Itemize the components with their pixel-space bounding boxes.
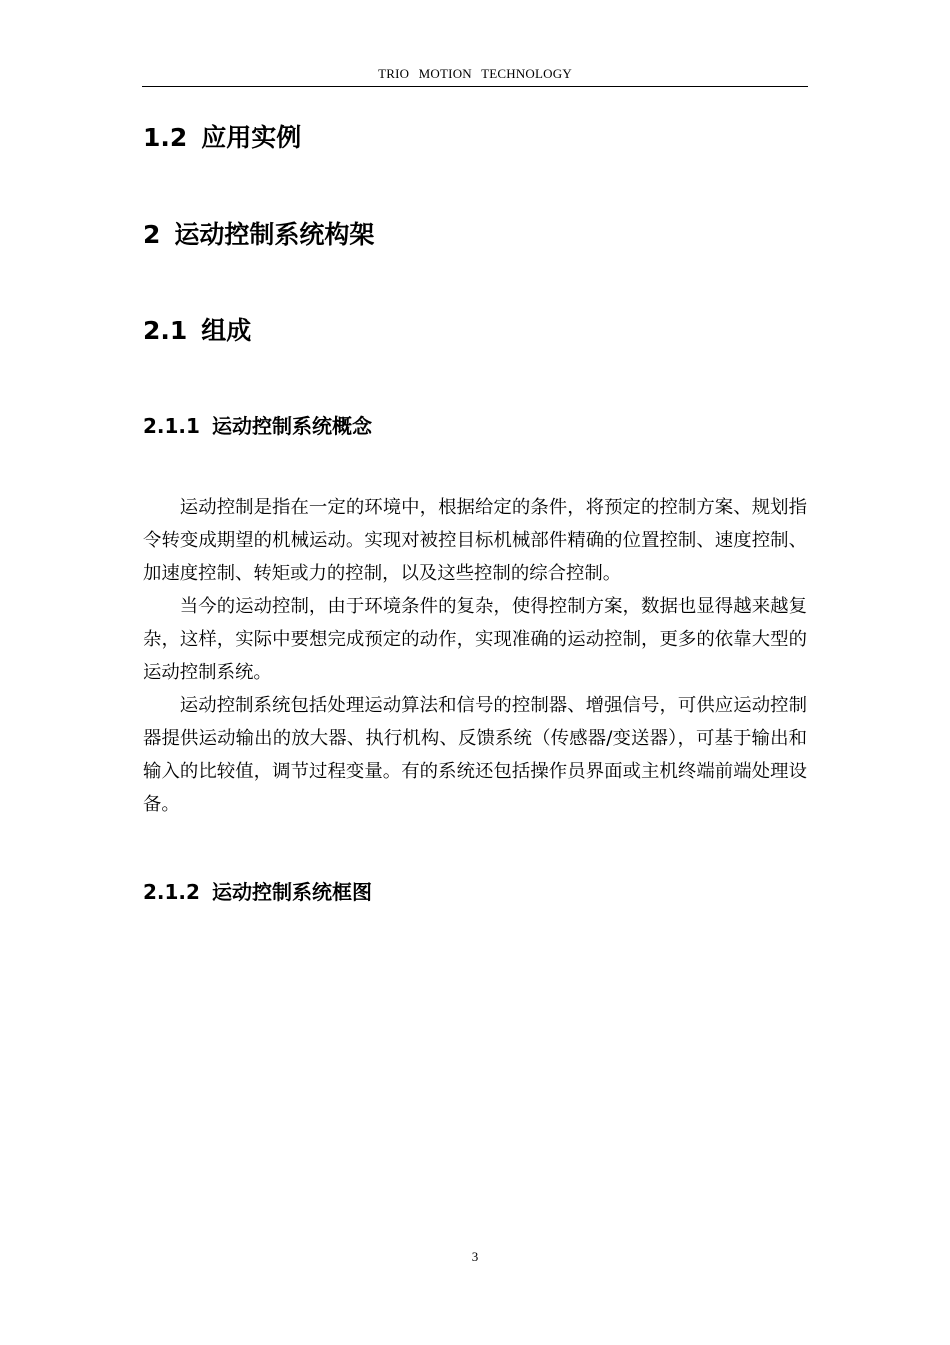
section-heading-2-1-1 [143,413,372,439]
section-heading-2-1-2 [143,879,372,905]
header-rule [142,86,808,87]
section-title: 组成 [201,316,252,345]
paragraph: 运动控制系统包括处理运动算法和信号的控制器、增强信号，可供应运动控制器提供运动输出的放大器、执行机构、反馈系统（传感器/变送器），可基于输出和输入的比较值，调节过程变量。有的系统还包括操作员界面或主机终端前端处理设备。 [143,695,807,815]
section-title: 运动控制系统概念 [211,414,372,438]
paragraph: 运动控制是指在一定的环境中，根据给定的条件，将预定的控制方案、规划指令转变成期望的机械运动。实现对被控目标机械部件精确的位置控制、速度控制、加速度控制、转矩或力的控制，以及这些控制的综合控制。 [143,497,807,584]
paragraph: 当今的运动控制，由于环境条件的复杂，使得控制方案，数据也显得越来越复杂，这样，实际中要想完成预定的动作，实现准确的运动控制，更多的依靠大型的运动控制系统。 [143,596,807,683]
section-title: 运动控制系统框图 [211,880,372,904]
section-number: 2.1.1 [143,414,200,438]
section-number: 2 [143,220,161,249]
section-heading-2 [143,220,374,250]
body-text [143,491,807,821]
running-header: TRIO MOTION TECHNOLOGY [378,66,572,81]
section-heading-1-2 [143,123,301,153]
section-number: 1.2 [143,123,188,152]
section-title: 应用实例 [201,123,302,152]
section-title: 运动控制系统构架 [174,220,375,249]
page-number: 3 [471,1249,479,1264]
section-number: 2.1.2 [143,880,200,904]
section-heading-2-1 [143,316,251,346]
section-number: 2.1 [143,316,188,345]
